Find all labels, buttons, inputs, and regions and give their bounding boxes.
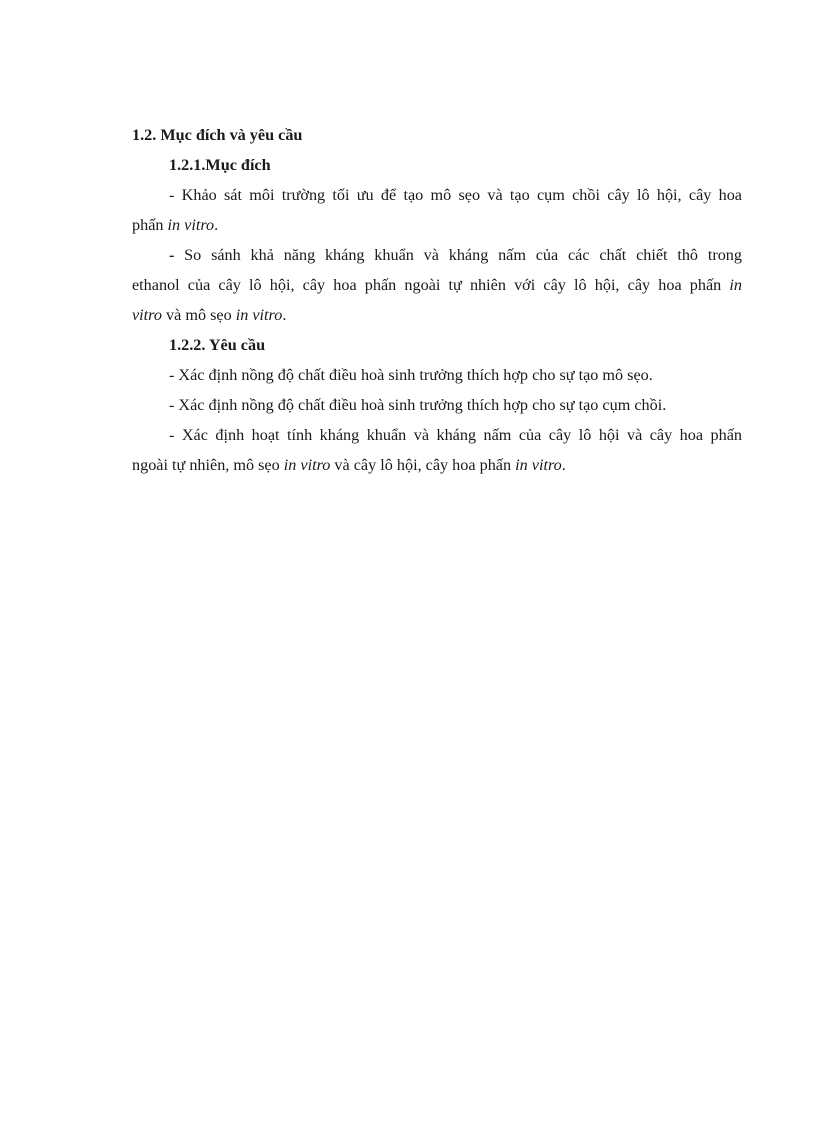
text-run: ngoài tự nhiên, mô sẹo [132, 456, 284, 474]
requirements-heading: 1.2.2. Yêu cầu [169, 336, 266, 354]
text-run: . [282, 306, 287, 324]
paragraph-line [132, 210, 742, 240]
italic-term: in [729, 276, 742, 294]
italic-term: in vitro [283, 456, 331, 474]
bullet-dash: - [169, 246, 175, 264]
text-run: phấn [132, 216, 168, 234]
purpose-heading: 1.2.1.Mục đích [169, 156, 271, 174]
requirement-item-3 [132, 420, 742, 480]
text-run: ethanol của cây lô hội, cây hoa phấn ngoài tự nhiên với cây lô hội, cây hoa phấn [132, 276, 730, 294]
text-run: và cây lô hội, cây hoa phấn [330, 456, 516, 474]
text-run: . [214, 216, 219, 234]
section-title: 1.2. Mục đích và yêu cầu [132, 126, 303, 144]
paragraph-line [132, 300, 742, 330]
requirement-item-1: - Xác định nồng độ chất điều hoà sinh trưởng thích hợp cho sự tạo mô sẹo. [169, 366, 653, 384]
italic-term: in vitro [235, 306, 283, 324]
paragraph-line [132, 450, 742, 480]
paragraph-line: - Xác định hoạt tính kháng khuẩn và kháng nấm của cây lô hội và cây hoa phấn [169, 426, 742, 444]
italic-term: in vitro [515, 456, 562, 474]
paragraph-line [132, 270, 742, 300]
page-content [132, 120, 742, 480]
text-run: . [561, 456, 566, 474]
paragraph-line [132, 240, 742, 270]
italic-term: vitro [132, 306, 162, 324]
purpose-item-2 [132, 240, 742, 330]
requirement-item-2: - Xác định nồng độ chất điều hoà sinh trưởng thích hợp cho sự tạo cụm chồi. [169, 396, 667, 414]
text-run: So sánh khả năng kháng khuẩn và kháng nấm của các chất chiết thô trong [174, 246, 742, 264]
paragraph-line: - Khảo sát môi trường tối ưu để tạo mô sẹo và tạo cụm chồi cây lô hội, cây hoa [169, 186, 742, 204]
text-run: và mô sẹo [161, 306, 236, 324]
italic-term: in vitro [167, 216, 215, 234]
purpose-item-1 [132, 180, 742, 240]
